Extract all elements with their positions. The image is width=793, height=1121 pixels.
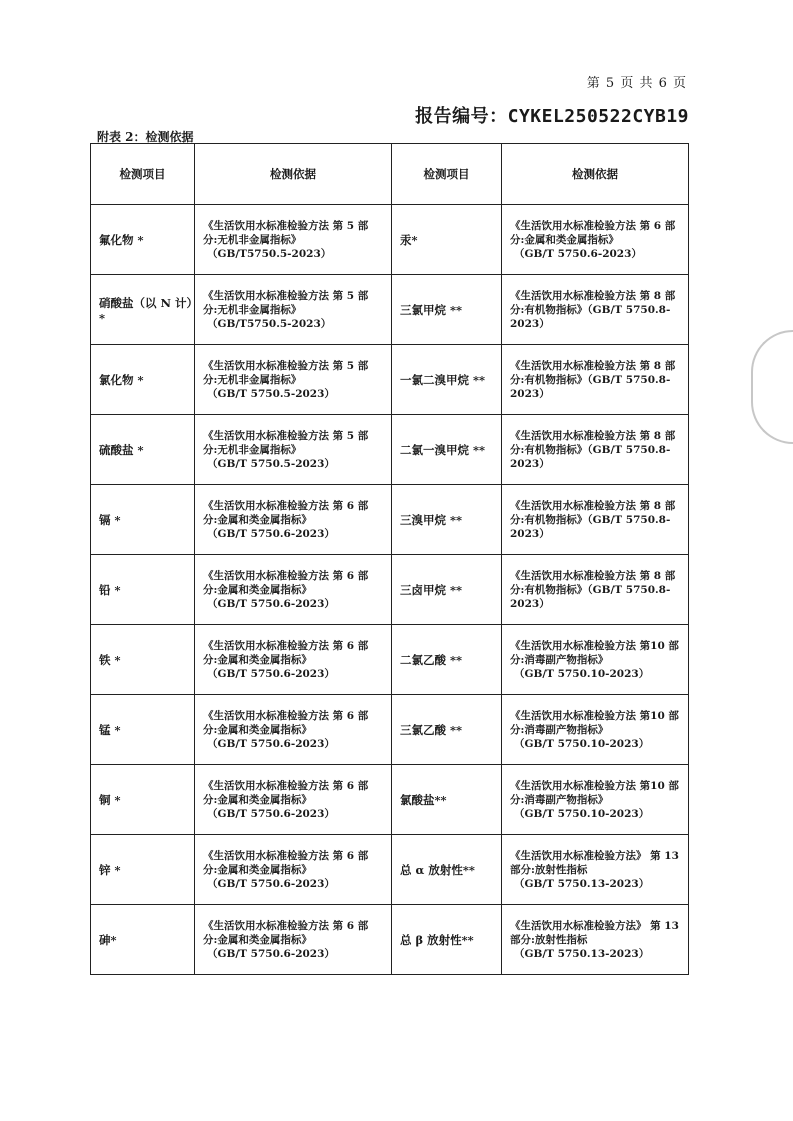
test-basis-line: 分:金属和类金属指标》 [203,793,312,806]
test-basis-line: 部分:放射性指标 [510,933,588,946]
test-basis-table [90,143,689,975]
test-item-cell: 硝酸盐（以 N 计）* [91,275,195,345]
test-basis-cell [502,275,689,345]
test-basis-line: （GB/T5750.5-2023） [207,317,332,330]
table-row [91,625,689,695]
test-basis-line: 分:有机物指标》（GB/T 5750.8-2023） [510,303,671,330]
test-item-cell: 二氯乙酸 ** [392,625,502,695]
test-basis-cell [195,695,392,765]
test-basis-line: 分:金属和类金属指标》 [203,513,312,526]
test-basis-line: （GB/T 5750.6-2023） [514,247,642,260]
column-header-item: 检测项目 [392,144,502,205]
test-basis-line: 《生活饮用水标准检验方法 第 6 部 [203,779,369,792]
test-basis-line: 分:消毒副产物指标》 [510,723,609,736]
test-basis-cell [502,345,689,415]
test-basis-line: （GB/T 5750.6-2023） [207,597,335,610]
test-basis-line: 《生活饮用水标准检验方法 第 5 部 [203,219,369,232]
test-basis-cell [502,835,689,905]
table-title: 附表 2：检测依据 [97,130,194,144]
test-basis-line: （GB/T 5750.6-2023） [207,667,335,680]
table-row [91,555,689,625]
test-basis-line: 《生活饮用水标准检验方法 第 8 部 [510,289,676,302]
test-basis-line: 《生活饮用水标准检验方法 第 6 部 [203,639,369,652]
column-header-item: 检测项目 [91,144,195,205]
test-basis-cell [195,835,392,905]
test-item-cell: 三氯乙酸 ** [392,695,502,765]
test-basis-line: 《生活饮用水标准检验方法》 第 13 [510,919,679,932]
test-basis-line: 分:金属和类金属指标》 [510,233,619,246]
test-basis-line: （GB/T 5750.13-2023） [514,947,650,960]
test-basis-cell [502,555,689,625]
test-basis-line: 《生活饮用水标准检验方法 第 5 部 [203,429,369,442]
test-basis-line: 分:金属和类金属指标》 [203,653,312,666]
test-basis-line: （GB/T 5750.5-2023） [207,387,335,400]
report-number [415,102,689,128]
test-basis-line: 分:金属和类金属指标》 [203,863,312,876]
test-item-cell: 砷* [91,905,195,975]
test-item-cell: 氯酸盐** [392,765,502,835]
test-basis-line: （GB/T 5750.10-2023） [514,667,650,680]
test-item-cell: 三溴甲烷 ** [392,485,502,555]
test-basis-line: 分:金属和类金属指标》 [203,583,312,596]
test-basis-line: 《生活饮用水标准检验方法 第10 部 [510,639,679,652]
table-row [91,485,689,555]
test-basis-line: 《生活饮用水标准检验方法 第 6 部 [203,569,369,582]
edge-seal-stamp [751,330,793,444]
test-basis-line: 分:有机物指标》（GB/T 5750.8-2023） [510,443,671,470]
test-basis-line: （GB/T 5750.10-2023） [514,807,650,820]
test-basis-line: 《生活饮用水标准检验方法 第 6 部 [203,849,369,862]
test-basis-line: 《生活饮用水标准检验方法 第 6 部 [203,709,369,722]
test-basis-cell [195,415,392,485]
test-basis-line: 分:无机非金属指标》 [203,303,302,316]
test-basis-cell [502,415,689,485]
test-item-cell: 总 β 放射性** [392,905,502,975]
test-basis-line: 分:有机物指标》（GB/T 5750.8-2023） [510,373,671,400]
table-row [91,205,689,275]
test-basis-cell [195,905,392,975]
test-basis-line: 《生活饮用水标准检验方法 第 8 部 [510,499,676,512]
table-row [91,695,689,765]
test-basis-line: 分:无机非金属指标》 [203,373,302,386]
test-basis-line: 分:金属和类金属指标》 [203,933,312,946]
test-item-cell: 铁 * [91,625,195,695]
test-basis-line: 分:有机物指标》（GB/T 5750.8-2023） [510,513,671,540]
test-basis-line: 分:消毒副产物指标》 [510,793,609,806]
test-basis-cell [195,275,392,345]
test-basis-cell [502,905,689,975]
test-item-cell: 三卤甲烷 ** [392,555,502,625]
test-item-cell: 三氯甲烷 ** [392,275,502,345]
test-basis-line: （GB/T 5750.6-2023） [207,527,335,540]
test-item-cell: 一氯二溴甲烷 ** [392,345,502,415]
test-basis-line: 《生活饮用水标准检验方法》 第 13 [510,849,679,862]
test-basis-line: 《生活饮用水标准检验方法 第 6 部 [510,219,676,232]
test-basis-line: 分:无机非金属指标》 [203,233,302,246]
test-item-cell: 氟化物 * [91,205,195,275]
test-basis-line: （GB/T 5750.6-2023） [207,737,335,750]
test-basis-line: 《生活饮用水标准检验方法 第 8 部 [510,359,676,372]
test-item-cell: 锰 * [91,695,195,765]
test-basis-cell [502,695,689,765]
column-header-basis: 检测依据 [502,144,689,205]
test-basis-cell [502,205,689,275]
test-item-cell: 铅 * [91,555,195,625]
test-basis-line: （GB/T 5750.10-2023） [514,737,650,750]
test-item-cell: 锌 * [91,835,195,905]
test-basis-line: （GB/T 5750.6-2023） [207,947,335,960]
table-row [91,835,689,905]
column-header-basis: 检测依据 [195,144,392,205]
test-item-cell: 二氯一溴甲烷 ** [392,415,502,485]
test-item-cell: 总 α 放射性** [392,835,502,905]
test-basis-line: 《生活饮用水标准检验方法 第10 部 [510,779,679,792]
test-basis-cell [195,205,392,275]
test-basis-cell [195,485,392,555]
test-item-cell: 氯化物 * [91,345,195,415]
page-indicator: 第 5 页 共 6 页 [586,76,687,91]
test-basis-cell [502,485,689,555]
test-basis-line: 分:无机非金属指标》 [203,443,302,456]
test-basis-line: 分:金属和类金属指标》 [203,723,312,736]
test-basis-cell [195,345,392,415]
test-item-cell: 铜 * [91,765,195,835]
test-basis-line: 《生活饮用水标准检验方法 第10 部 [510,709,679,722]
table-row [91,345,689,415]
test-basis-cell [502,765,689,835]
test-basis-line: 《生活饮用水标准检验方法 第 6 部 [203,919,369,932]
test-basis-line: 分:有机物指标》（GB/T 5750.8-2023） [510,583,671,610]
table-row [91,765,689,835]
test-basis-line: （GB/T 5750.5-2023） [207,457,335,470]
test-basis-cell [502,625,689,695]
test-basis-line: 《生活饮用水标准检验方法 第 6 部 [203,499,369,512]
test-basis-line: 分:消毒副产物指标》 [510,653,609,666]
table-header-row [91,144,689,205]
test-item-cell: 硫酸盐 * [91,415,195,485]
table-row [91,275,689,345]
test-basis-line: （GB/T5750.5-2023） [207,247,332,260]
test-basis-line: 《生活饮用水标准检验方法 第 8 部 [510,429,676,442]
test-basis-line: 《生活饮用水标准检验方法 第 5 部 [203,359,369,372]
test-basis-line: （GB/T 5750.6-2023） [207,807,335,820]
test-basis-line: 《生活饮用水标准检验方法 第 5 部 [203,289,369,302]
test-item-cell: 镉 * [91,485,195,555]
test-basis-line: （GB/T 5750.13-2023） [514,877,650,890]
report-number-label: 报告编号： [415,106,508,127]
test-item-cell: 汞* [392,205,502,275]
test-basis-cell [195,765,392,835]
test-basis-cell [195,555,392,625]
test-basis-line: 《生活饮用水标准检验方法 第 8 部 [510,569,676,582]
report-number-code: CYKEL250522CYB19 [507,106,689,127]
test-basis-line: 部分:放射性指标 [510,863,588,876]
test-basis-cell [195,625,392,695]
test-basis-line: （GB/T 5750.6-2023） [207,877,335,890]
table-row [91,905,689,975]
table-row [91,415,689,485]
